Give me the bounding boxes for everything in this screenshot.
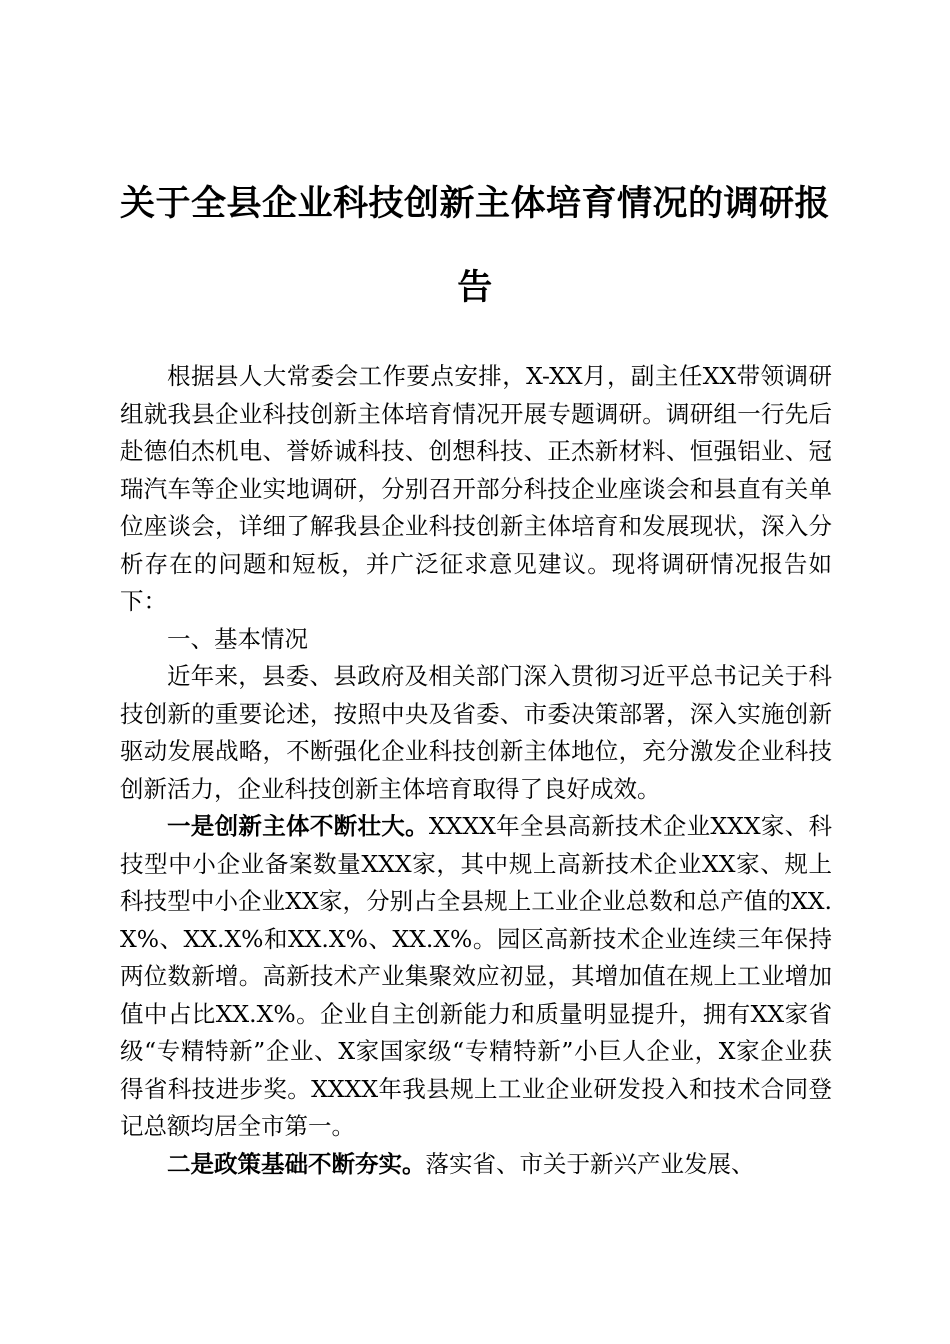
point-two-lead: 二是政策基础不断夯实。 [167,1149,426,1178]
point-one-text: XXXX年全县高新技术企业XXX家、科技型中小企业备案数量XXX家，其中规上高新技术企业XX家、规上科技型中小企业XX家，分别占全县规上工业企业总数和总产值的XX.X%、XX.X%和XX.X%、XX.X%。园区高新技术企业连续三年保持两位数新增。高新技术产业集聚效应初显，其增加值在规上工业增加值中占比XX.X%。企业自主创新能力和质量明显提升，拥有XX家省级“专精特新”企业、X家国家级“专精特新”小巨人企业，X家企业获得省科技进步奖。XXXX年我县规上工业企业研发投入和技术合同登记总额均居全市第一。 [120,812,832,1140]
point-one-paragraph [120,808,832,1146]
document-body [120,358,832,1183]
point-two-text: 落实省、市关于新兴产业发展、 [425,1149,755,1178]
point-two-paragraph [120,1146,832,1184]
intro-paragraph: 根据县人大常委会工作要点安排，X-XX月，副主任XX带领调研组就我县企业科技创新主体培育情况开展专题调研。调研组一行先后赴德伯杰机电、誉娇诚科技、创想科技、正杰新材料、恒强铝业、冠瑞汽车等企业实地调研，分别召开部分科技企业座谈会和县直有关单位座谈会，详细了解我县企业科技创新主体培育和发展现状，深入分析存在的问题和短板，并广泛征求意见建议。现将调研情况报告如下： [120,362,832,615]
basic-situation-paragraph: 近年来，县委、县政府及相关部门深入贯彻习近平总书记关于科技创新的重要论述，按照中央及省委、市委决策部署，深入实施创新驱动发展战略，不断强化企业科技创新主体地位，充分激发企业科技创新活力，企业科技创新主体培育取得了良好成效。 [120,662,832,803]
point-one-lead: 一是创新主体不断壮大。 [167,812,429,840]
section-heading-basic-situation: 一、基本情况 [167,624,308,653]
document-title: 关于全县企业科技创新主体培育情况的调研报告 [119,183,830,308]
